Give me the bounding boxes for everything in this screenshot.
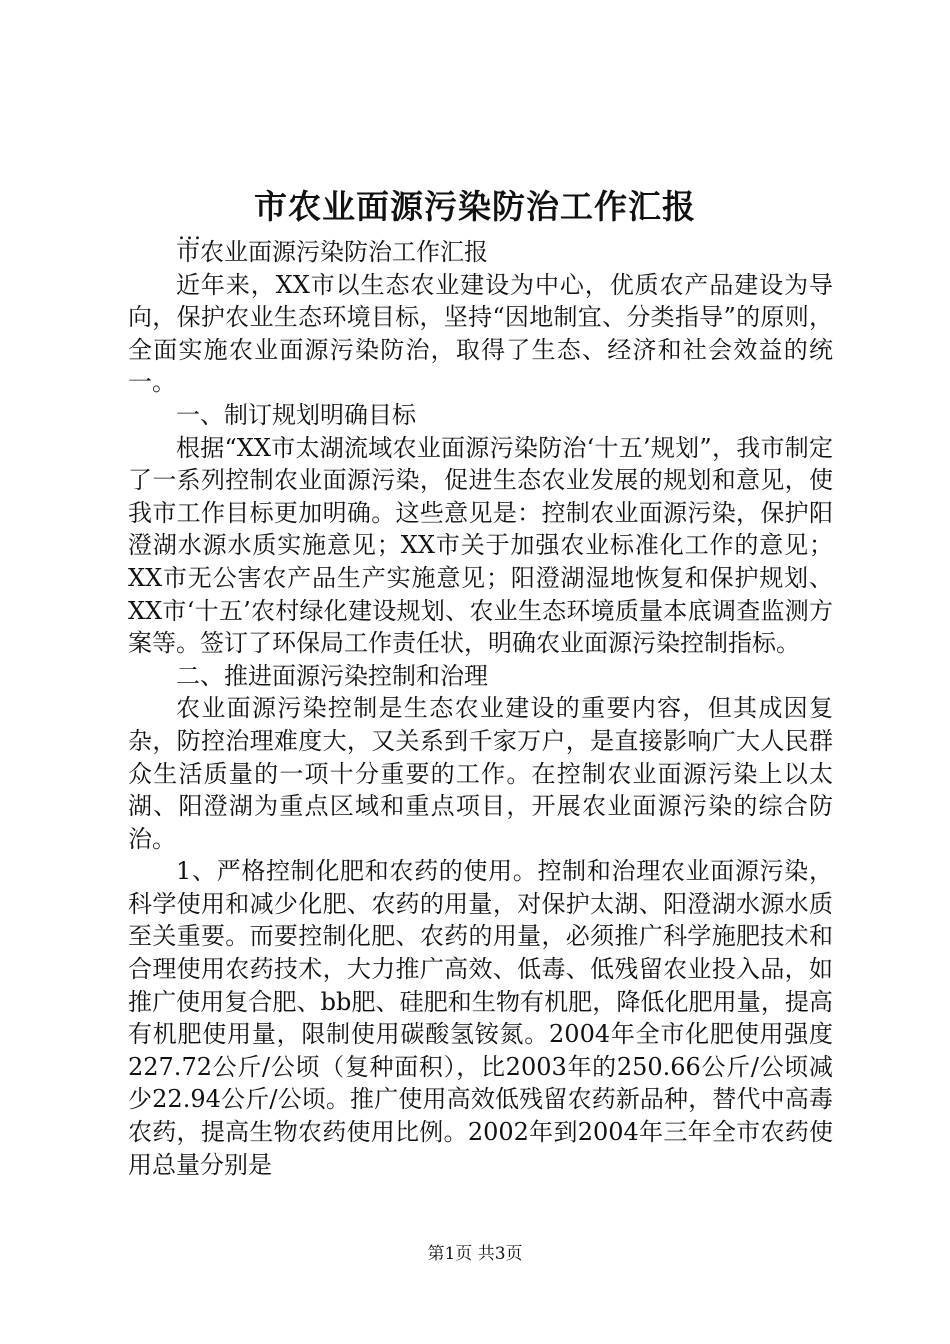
document-body xyxy=(128,236,833,1181)
section-heading-2: 二、推进面源污染控制和治理 xyxy=(176,661,488,690)
section-2-paragraph: 农业面源污染控制是生态农业建设的重要内容，但其成因复杂，防控治理难度大，又关系到千家万户，是直接影响广大人民群众生活质量的一项十分重要的工作。在控制农业面源污染上以太湖、阳澄湖为重点区域和重点项目，开展农业面源污染的综合防治。 xyxy=(128,694,833,853)
intro-paragraph: 近年来，XX市以生态农业建设为中心，优质农产品建设为导向，保护农业生态环境目标，坚持“因地制宜、分类指导”的原则，全面实施农业面源污染防治，取得了生态、经济和社会效益的统一。 xyxy=(128,270,833,397)
section-heading-1: 一、制订规划明确目标 xyxy=(176,400,416,429)
section-1-paragraph: 根据“XX市太湖流域农业面源污染防治‘十五’规划”，我市制定了一系列控制农业面源污染，促进生态农业发展的规划和意见，使我市工作目标更加明确。这些意见是：控制农业面源污染，保护阳澄湖水源水质实施意见；XX市关于加强农业标准化工作的意见；XX市无公害农产品生产实施意见；阳澄湖湿地恢复和保护规划、XX市‘十五’农村绿化建设规划、农业生态环境质量本底调查监测方案等。签订了环保局工作责任状，明确农业面源污染控制指标。 xyxy=(128,433,833,658)
section-2-item-1-paragraph: 1、严格控制化肥和农药的使用。控制和治理农业面源污染，科学使用和减少化肥、农药的用量，对保护太湖、阳澄湖水源水质至关重要。而要控制化肥、农药的用量，必须推广科学施肥技术和合理使用农药技术，大力推广高效、低毒、低残留农业投入品，如推广使用复合肥、bb肥、硅肥和生物有机肥，降低化肥用量，提高有机肥使用量，限制使用碳酸氢铵氮。2004年全市化肥使用强度227.72公斤/公顷（复种面积），比2003年的250.66公斤/公顷减少22.94公斤/公顷。推广使用高效低残留农药新品种，替代中高毒农药，提高生物农药使用比例。2002年到2004年三年全市农药使用总量分别是 xyxy=(128,857,833,1179)
page-number-footer: 第1页 共3页 xyxy=(427,1244,523,1264)
ellipsis-marker: ... xyxy=(178,220,202,245)
document-title: 市农业面源污染防治工作汇报 xyxy=(254,187,696,226)
subtitle-paragraph: 市农业面源污染防治工作汇报 xyxy=(176,238,488,266)
